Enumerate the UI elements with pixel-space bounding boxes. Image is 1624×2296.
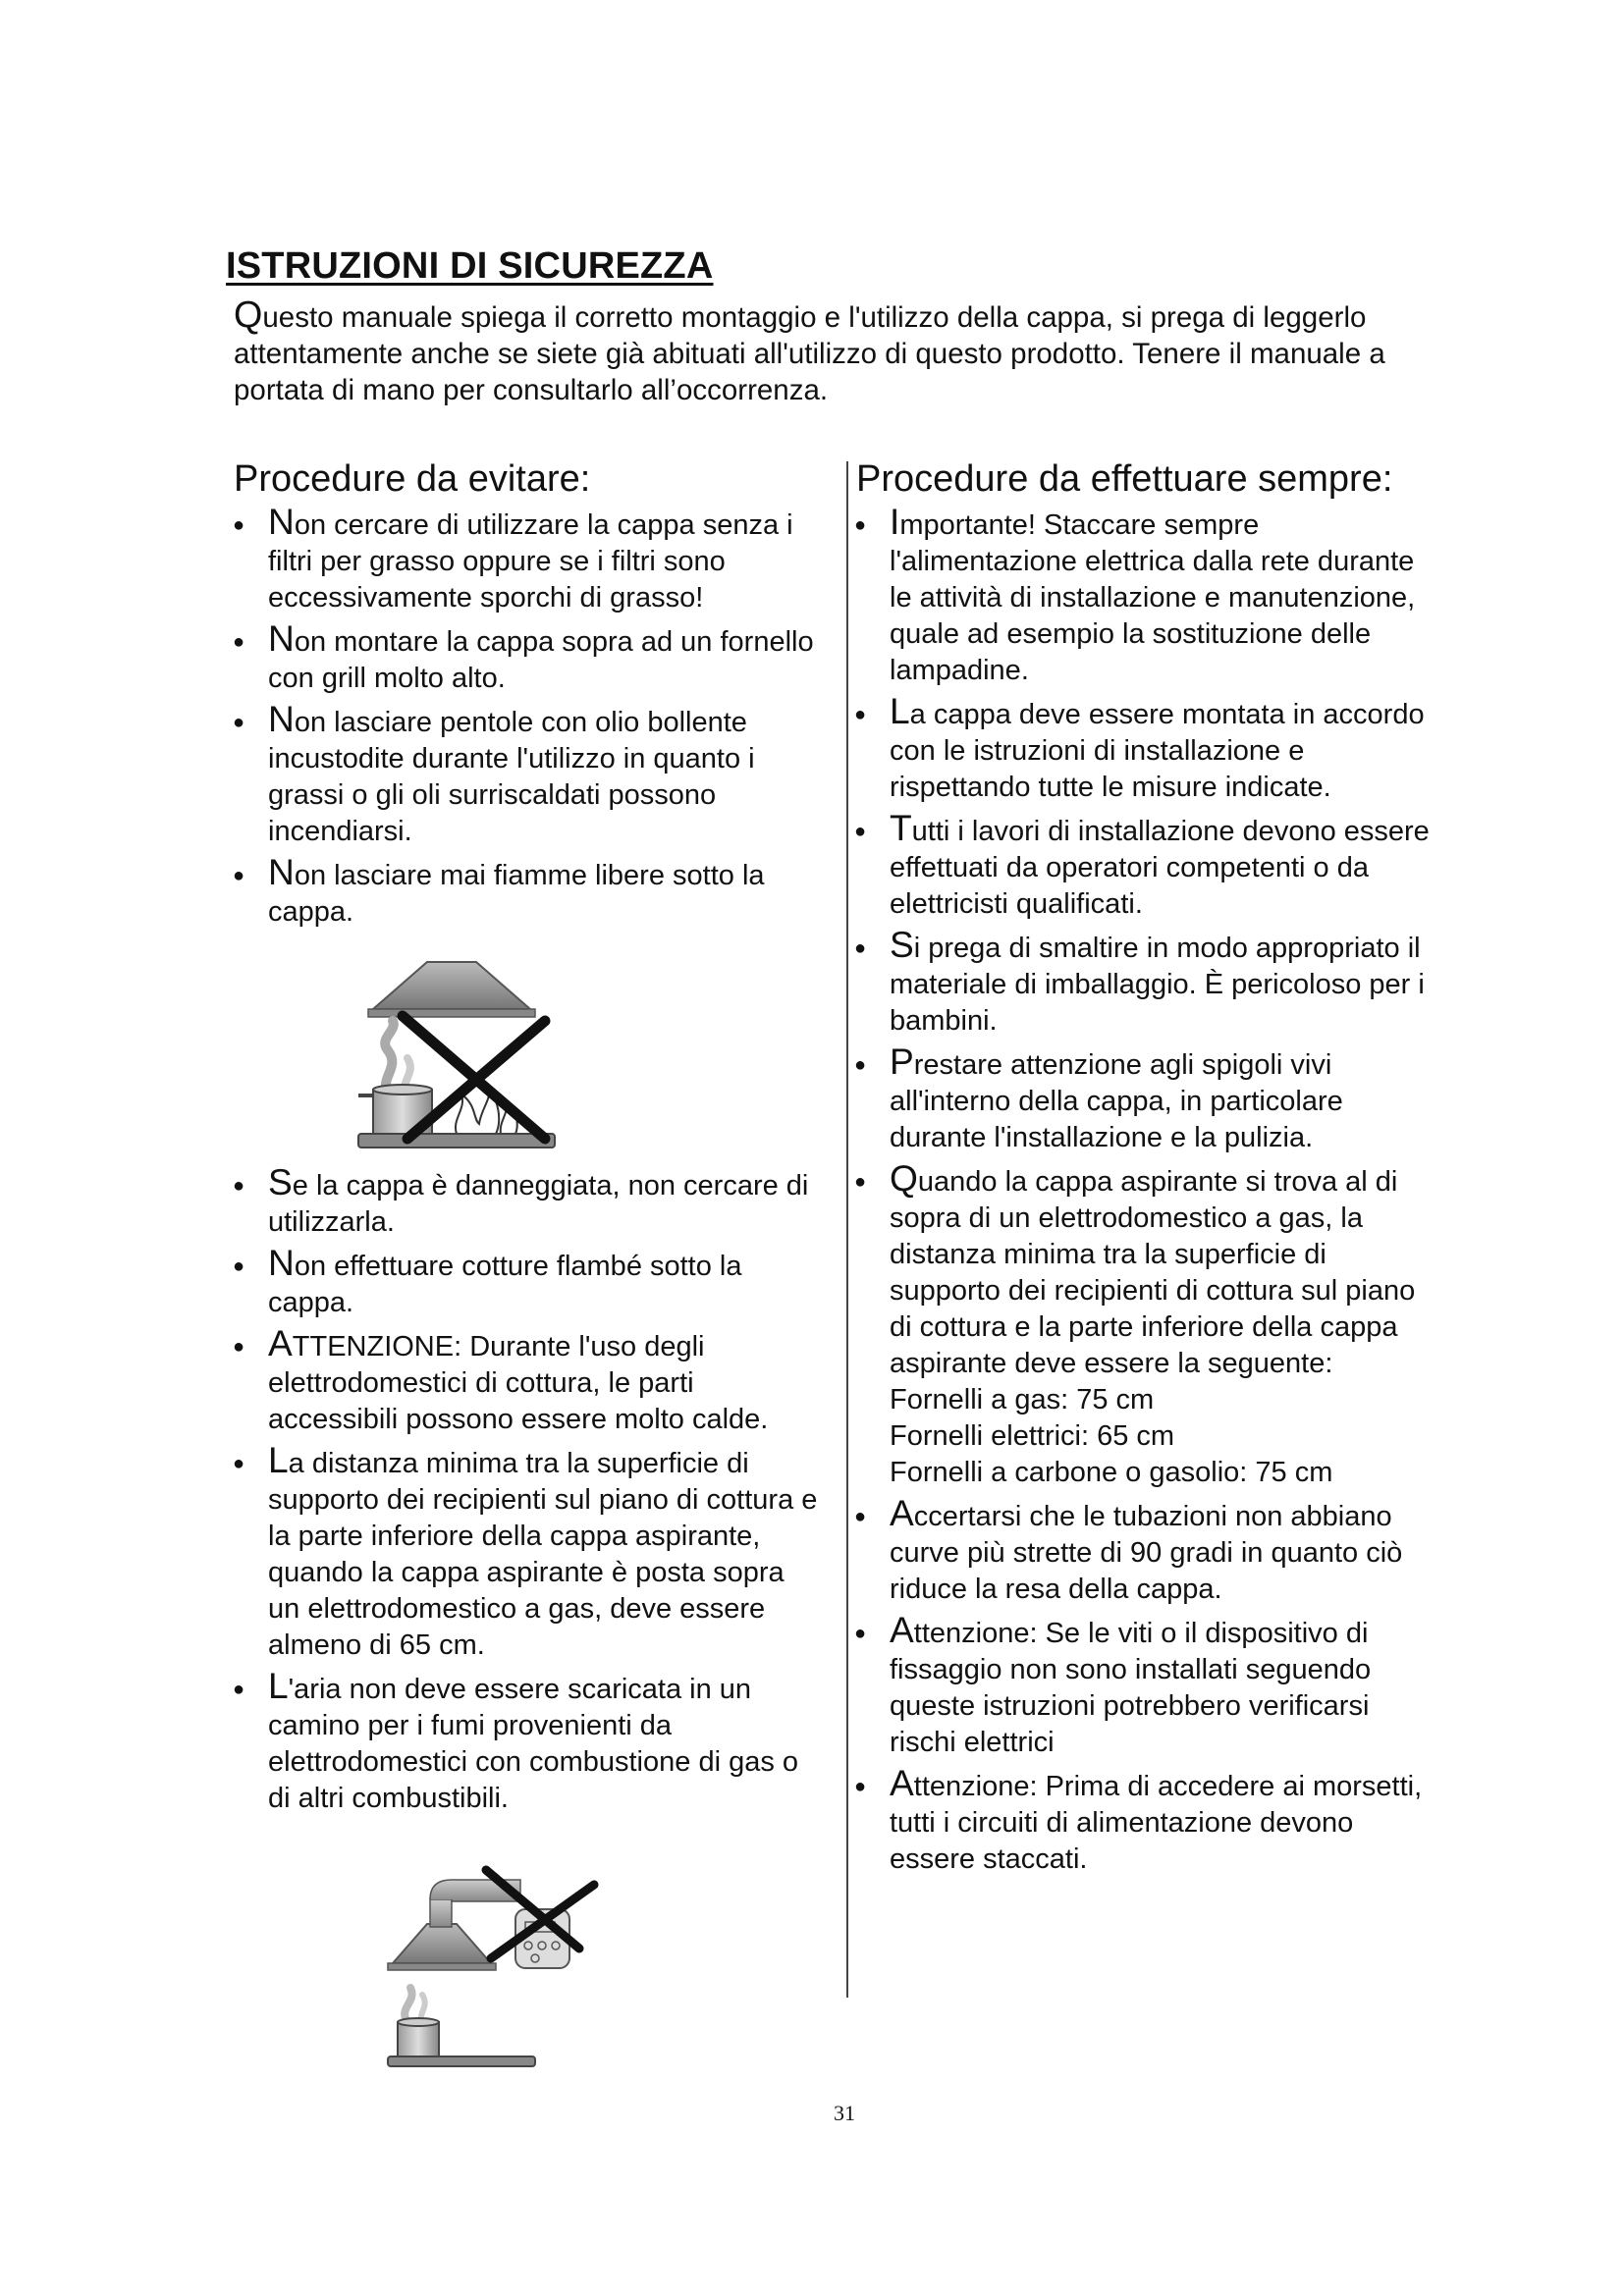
avoid-list-top <box>233 501 832 938</box>
list-item: ● Attenzione: Prima di accedere ai morsetti, tutti i circuiti di alimentazione devono essere staccati. <box>854 1769 1443 1878</box>
list-item: ● ATTENZIONE: Durante l'uso degli elettrodomestici di cottura, le parti accessibili possono essere molto calde. <box>233 1329 822 1438</box>
left-heading: Procedure da evitare: <box>234 458 591 500</box>
list-item: ● Se la cappa è danneggiata, non cercare di utilizzarla. <box>233 1168 822 1241</box>
column-divider <box>846 461 848 1998</box>
list-item: ● Accertarsi che le tubazioni non abbiano curve più strette di 90 gradi in quanto ciò riduce la resa della cappa. <box>854 1499 1443 1608</box>
list-item: ● Non effettuare cotture flambé sotto la cappa. <box>233 1249 822 1321</box>
list-item: ● Attenzione: Se le viti o il dispositivo di fissaggio non sono installati seguendo queste istruzioni potrebbero verificarsi rischi elettrici <box>854 1616 1443 1761</box>
distance-electric: Fornelli elettrici: 65 cm <box>890 1420 1175 1452</box>
list-item: ● La cappa deve essere montata in accordo con le istruzioni di installazione e rispettando tutte le misure indicate. <box>854 697 1443 806</box>
page-number: 31 <box>834 2101 855 2125</box>
always-list <box>854 501 1443 1886</box>
list-item: ● Non lasciare mai fiamme libere sotto la cappa. <box>233 858 832 931</box>
list-item: ● Quando la cappa aspirante si trova al di sopra di un elettrodomestico a gas, la distanza minima tra la superficie di supporto dei recipienti di cottura sul piano di cottura e la parte inferiore della cappa aspirante deve essere la seguente: Fornelli a gas: 75 cm Fornelli elettrici: 65 cm Fornelli a carbone o gasolio: 75 cm <box>854 1164 1443 1491</box>
list-item: ● L'aria non deve essere scaricata in un camino per i fumi provenienti da elettrodomestici con combustione di gas o di altri combustibili. <box>233 1672 822 1817</box>
hood-over-flames-prohibited-icon <box>353 952 579 1163</box>
hood-duct-into-boiler-flue-prohibited-icon <box>383 1865 609 2086</box>
list-item: ● Importante! Staccare sempre l'alimentazione elettrica dalla rete durante le attività di installazione e manutenzione, quale ad esempio la sostituzione delle lampadine. <box>854 507 1443 689</box>
distance-gas: Fornelli a gas: 75 cm <box>890 1384 1155 1415</box>
distance-coal: Fornelli a carbone o gasolio: 75 cm <box>890 1457 1333 1488</box>
avoid-list-bottom <box>233 1161 822 1825</box>
list-item: ● La distanza minima tra la superficie di supporto dei recipienti sul piano di cottura e la parte inferiore della cappa aspirante, quando la cappa aspirante è posta sopra un elettrodomestico a gas, deve essere almeno di 65 cm. <box>233 1446 822 1664</box>
page-title: ISTRUZIONI DI SICUREZZA <box>226 245 714 287</box>
list-item: ● Tutti i lavori di installazione devono essere effettuati da operatori competenti o da elettricisti qualificati. <box>854 814 1443 923</box>
list-item: ● Non montare la cappa sopra ad un fornello con grill molto alto. <box>233 624 832 697</box>
intro-paragraph: Questo manuale spiega il corretto montaggio e l'utilizzo della cappa, si prega di leggerlo attentamente anche se siete già abituati all'utilizzo di questo prodotto. Tenere il manuale a portata di mano per consultarlo all’occorrenza. <box>234 294 1385 406</box>
list-item: ● Non cercare di utilizzare la cappa senza i filtri per grasso oppure se i filtri sono eccessivamente sporchi di grasso! <box>233 507 832 616</box>
list-item: ● Si prega di smaltire in modo appropriato il materiale di imballaggio. È pericoloso per i bambini. <box>854 931 1443 1040</box>
list-item: ● Prestare attenzione agli spigoli vivi all'interno della cappa, in particolare durante l'installazione e la pulizia. <box>854 1047 1443 1156</box>
right-heading: Procedure da effettuare sempre: <box>856 458 1393 500</box>
list-item: ● Non lasciare pentole con olio bollente incustodite durante l'utilizzo in quanto i grassi o gli oli surriscaldati possono incendiarsi. <box>233 705 832 850</box>
